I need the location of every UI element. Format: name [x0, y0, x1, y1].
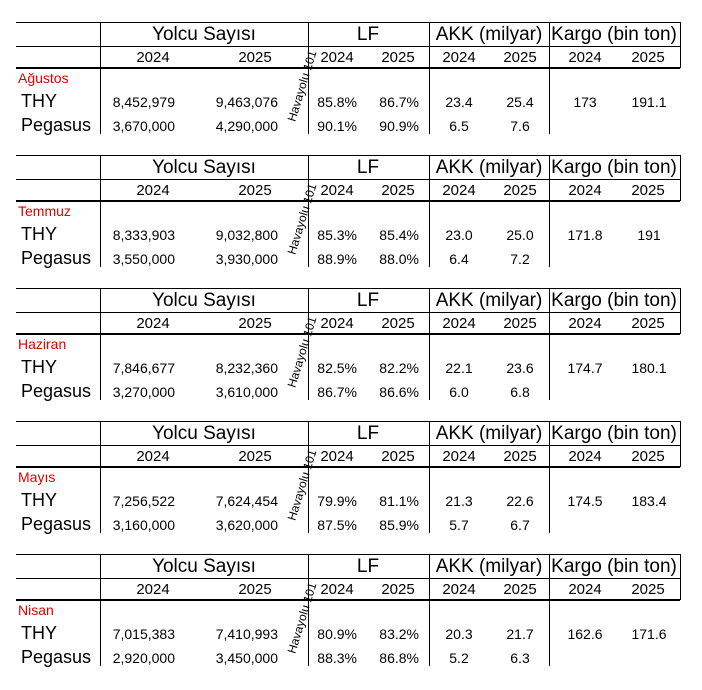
airline-name-thy: THY [21, 623, 57, 643]
year-header: 2024 [320, 315, 354, 332]
column-divider [680, 421, 681, 467]
airline-name-thy: THY [21, 357, 57, 377]
lf-2024-cell: 87.5% [317, 517, 357, 533]
header-top-line [16, 421, 680, 422]
row-divider [100, 334, 101, 400]
cargo-2025-cell: 180.1 [631, 360, 667, 376]
column-divider [100, 22, 101, 68]
year-header: 2025 [238, 49, 272, 66]
header-bottom-line [16, 200, 680, 202]
lf-2024-cell: 86.7% [317, 384, 357, 400]
header-bottom-line [16, 67, 680, 69]
lf-2025-cell: 88.0% [379, 251, 419, 267]
header-akk: AKK (milyar) [435, 290, 543, 311]
lf-2024-cell: 85.8% [317, 94, 357, 110]
header-bottom-line [16, 599, 680, 601]
column-divider [680, 288, 681, 334]
year-header: 2025 [631, 581, 665, 598]
year-header: 2024 [442, 448, 476, 465]
passengers-2024-cell: 2,920,000 [112, 650, 175, 666]
watermark-text: Havayolu 101 [284, 181, 320, 257]
column-divider [429, 155, 430, 201]
year-header: 2024 [442, 182, 476, 199]
passengers-2025-cell: 3,930,000 [215, 251, 278, 267]
passengers-2025-cell: 3,610,000 [215, 384, 278, 400]
airline-name-pegasus: Pegasus [21, 381, 92, 401]
column-divider [429, 288, 430, 334]
airline-name-thy: THY [21, 91, 57, 111]
lf-2025-cell: 83.2% [379, 626, 419, 642]
row-divider [549, 68, 550, 134]
lf-2025-cell: 86.7% [379, 94, 419, 110]
header-akk: AKK (milyar) [435, 423, 543, 444]
header-cargo: Kargo (bin ton) [551, 556, 677, 577]
month-block [0, 421, 702, 557]
row-divider [100, 600, 101, 666]
passengers-2024-cell: 3,670,000 [112, 118, 175, 134]
year-header: 2025 [503, 315, 537, 332]
row-divider [549, 467, 550, 533]
year-header: 2024 [568, 581, 602, 598]
header-passengers: Yolcu Sayısı [152, 157, 256, 178]
year-header: 2024 [568, 448, 602, 465]
year-header: 2024 [442, 581, 476, 598]
year-header: 2024 [442, 49, 476, 66]
header-mid-line [16, 312, 680, 313]
passengers-2025-cell: 9,463,076 [215, 94, 278, 110]
airline-name-pegasus: Pegasus [21, 115, 92, 135]
column-divider [680, 554, 681, 600]
column-divider [429, 22, 430, 68]
cargo-2024-cell: 174.7 [567, 360, 603, 376]
row-divider [429, 467, 430, 533]
header-bottom-line [16, 333, 680, 335]
column-divider [429, 421, 430, 467]
year-header: 2024 [320, 448, 354, 465]
lf-2024-cell: 80.9% [317, 626, 357, 642]
akk-2025-cell: 23.6 [506, 360, 534, 376]
header-top-line [16, 155, 680, 156]
akk-2024-cell: 22.1 [445, 360, 473, 376]
year-header: 2025 [238, 315, 272, 332]
month-label: Haziran [18, 336, 67, 352]
airline-name-pegasus: Pegasus [21, 514, 92, 534]
column-divider [100, 554, 101, 600]
cargo-2025-cell: 171.6 [631, 626, 667, 642]
header-cargo: Kargo (bin ton) [551, 423, 677, 444]
passengers-2025-cell: 7,624,454 [215, 493, 278, 509]
header-mid-line [16, 578, 680, 579]
header-bottom-line [16, 466, 680, 468]
cargo-2024-cell: 162.6 [567, 626, 603, 642]
row-divider [549, 201, 550, 267]
year-header: 2024 [320, 182, 354, 199]
cargo-2025-cell: 191.1 [631, 94, 667, 110]
passengers-2024-cell: 7,256,522 [112, 493, 175, 509]
row-divider [100, 68, 101, 134]
akk-2025-cell: 25.4 [506, 94, 534, 110]
passengers-2024-cell: 8,333,903 [112, 227, 175, 243]
row-divider [429, 201, 430, 267]
akk-2025-cell: 22.6 [506, 493, 534, 509]
akk-2024-cell: 5.7 [449, 517, 469, 533]
year-header: 2024 [136, 581, 170, 598]
header-lf: LF [356, 556, 380, 577]
row-divider [429, 68, 430, 134]
header-lf: LF [356, 157, 380, 178]
lf-2025-cell: 82.2% [379, 360, 419, 376]
year-header: 2025 [631, 49, 665, 66]
akk-2024-cell: 5.2 [449, 650, 469, 666]
header-lf: LF [356, 24, 380, 45]
passengers-2025-cell: 7,410,993 [215, 626, 278, 642]
month-block [0, 554, 702, 690]
watermark-text: Havayolu 101 [284, 580, 320, 656]
passengers-2025-cell: 3,620,000 [215, 517, 278, 533]
header-passengers: Yolcu Sayısı [152, 556, 256, 577]
akk-2024-cell: 23.4 [445, 94, 473, 110]
lf-2025-cell: 86.6% [379, 384, 419, 400]
year-header: 2025 [381, 581, 415, 598]
airline-name-pegasus: Pegasus [21, 647, 92, 667]
airline-name-thy: THY [21, 224, 57, 244]
passengers-2024-cell: 8,452,979 [112, 94, 175, 110]
akk-2024-cell: 20.3 [445, 626, 473, 642]
lf-2024-cell: 88.9% [317, 251, 357, 267]
year-header: 2024 [568, 315, 602, 332]
year-header: 2025 [238, 448, 272, 465]
akk-2024-cell: 21.3 [445, 493, 473, 509]
passengers-2024-cell: 7,846,677 [112, 360, 175, 376]
year-header: 2024 [320, 581, 354, 598]
passengers-2025-cell: 3,450,000 [215, 650, 278, 666]
column-divider [429, 554, 430, 600]
column-divider [549, 288, 550, 334]
year-header: 2024 [136, 315, 170, 332]
header-mid-line [16, 46, 680, 47]
lf-2024-cell: 79.9% [317, 493, 357, 509]
column-divider [549, 421, 550, 467]
year-header: 2025 [503, 49, 537, 66]
watermark-text: Havayolu 101 [284, 447, 320, 523]
passengers-2025-cell: 4,290,000 [215, 118, 278, 134]
lf-2025-cell: 86.8% [379, 650, 419, 666]
airline-name-pegasus: Pegasus [21, 248, 92, 268]
akk-2025-cell: 7.6 [510, 118, 530, 134]
year-header: 2024 [568, 49, 602, 66]
month-block [0, 288, 702, 424]
passengers-2024-cell: 3,550,000 [112, 251, 175, 267]
year-header: 2024 [320, 49, 354, 66]
header-akk: AKK (milyar) [435, 157, 543, 178]
lf-2025-cell: 90.9% [379, 118, 419, 134]
cargo-2025-cell: 191 [637, 227, 661, 243]
header-top-line [16, 288, 680, 289]
month-label: Nisan [18, 602, 54, 618]
column-divider [680, 155, 681, 201]
column-divider [549, 155, 550, 201]
month-label: Mayıs [18, 469, 56, 485]
column-divider [680, 22, 681, 68]
header-passengers: Yolcu Sayısı [152, 423, 256, 444]
akk-2025-cell: 7.2 [510, 251, 530, 267]
year-header: 2025 [503, 448, 537, 465]
akk-2025-cell: 6.3 [510, 650, 530, 666]
year-header: 2025 [503, 182, 537, 199]
header-mid-line [16, 179, 680, 180]
month-block [0, 155, 702, 291]
row-divider [100, 201, 101, 267]
row-divider [429, 334, 430, 400]
year-header: 2024 [136, 182, 170, 199]
header-cargo: Kargo (bin ton) [551, 290, 677, 311]
year-header: 2025 [631, 182, 665, 199]
akk-2025-cell: 6.8 [510, 384, 530, 400]
watermark-text: Havayolu 101 [284, 48, 320, 124]
year-header: 2025 [381, 49, 415, 66]
akk-2024-cell: 6.5 [449, 118, 469, 134]
passengers-2024-cell: 3,270,000 [112, 384, 175, 400]
column-divider [549, 22, 550, 68]
akk-2024-cell: 23.0 [445, 227, 473, 243]
header-akk: AKK (milyar) [435, 556, 543, 577]
lf-2024-cell: 88.3% [317, 650, 357, 666]
year-header: 2024 [442, 315, 476, 332]
row-divider [549, 334, 550, 400]
header-passengers: Yolcu Sayısı [152, 290, 256, 311]
header-passengers: Yolcu Sayısı [152, 24, 256, 45]
lf-2024-cell: 90.1% [317, 118, 357, 134]
akk-2025-cell: 6.7 [510, 517, 530, 533]
year-header: 2024 [568, 182, 602, 199]
airline-name-thy: THY [21, 490, 57, 510]
header-lf: LF [356, 423, 380, 444]
akk-2024-cell: 6.4 [449, 251, 469, 267]
year-header: 2025 [238, 182, 272, 199]
cargo-2024-cell: 171.8 [567, 227, 603, 243]
watermark-text: Havayolu 101 [284, 314, 320, 390]
row-divider [549, 600, 550, 666]
year-header: 2025 [503, 581, 537, 598]
year-header: 2024 [136, 448, 170, 465]
column-divider [100, 288, 101, 334]
year-header: 2025 [381, 315, 415, 332]
row-divider [100, 467, 101, 533]
header-akk: AKK (milyar) [435, 24, 543, 45]
header-mid-line [16, 445, 680, 446]
year-header: 2025 [238, 581, 272, 598]
passengers-2024-cell: 3,160,000 [112, 517, 175, 533]
month-block [0, 22, 702, 158]
header-top-line [16, 554, 680, 555]
lf-2025-cell: 81.1% [379, 493, 419, 509]
akk-2024-cell: 6.0 [449, 384, 469, 400]
year-header: 2025 [631, 315, 665, 332]
akk-2025-cell: 21.7 [506, 626, 534, 642]
cargo-2024-cell: 174.5 [567, 493, 603, 509]
lf-2024-cell: 85.3% [317, 227, 357, 243]
header-cargo: Kargo (bin ton) [551, 24, 677, 45]
header-lf: LF [356, 290, 380, 311]
year-header: 2025 [631, 448, 665, 465]
lf-2025-cell: 85.9% [379, 517, 419, 533]
column-divider [100, 421, 101, 467]
header-top-line [16, 22, 680, 23]
passengers-2025-cell: 8,232,360 [215, 360, 278, 376]
month-label: Temmuz [18, 203, 71, 219]
cargo-2025-cell: 183.4 [631, 493, 667, 509]
year-header: 2025 [381, 182, 415, 199]
year-header: 2025 [381, 448, 415, 465]
lf-2024-cell: 82.5% [317, 360, 357, 376]
passengers-2025-cell: 9,032,800 [215, 227, 278, 243]
akk-2025-cell: 25.0 [506, 227, 534, 243]
column-divider [100, 155, 101, 201]
year-header: 2024 [136, 49, 170, 66]
month-label: Ağustos [18, 70, 69, 86]
passengers-2024-cell: 7,015,383 [112, 626, 175, 642]
row-divider [429, 600, 430, 666]
lf-2025-cell: 85.4% [379, 227, 419, 243]
header-cargo: Kargo (bin ton) [551, 157, 677, 178]
column-divider [549, 554, 550, 600]
cargo-2024-cell: 173 [573, 94, 597, 110]
